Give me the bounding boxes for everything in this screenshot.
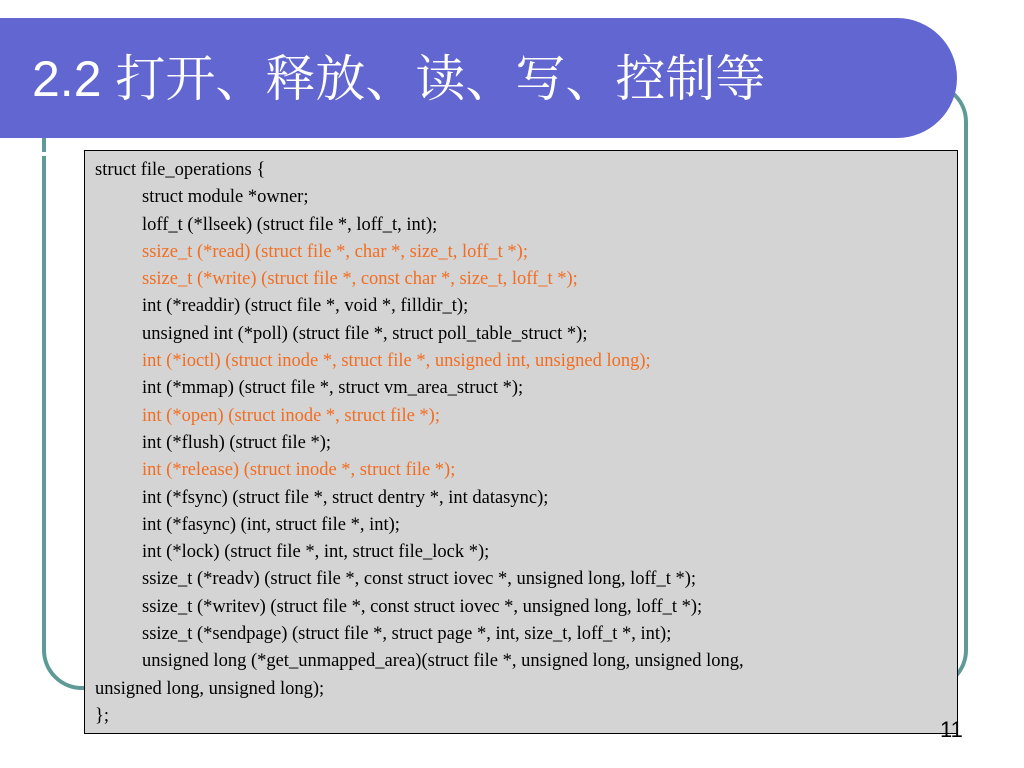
slide-number: 11 [940, 718, 963, 742]
code-line: struct module *owner; [142, 187, 309, 208]
title-bar [0, 18, 957, 138]
code-line: int (*fasync) (int, struct file *, int); [142, 514, 400, 535]
code-line: }; [95, 705, 110, 726]
code-block [84, 150, 958, 734]
code-line-highlighted: ssize_t (*write) (struct file *, const char *, size_t, loff_t *); [142, 269, 578, 290]
code-line: loff_t (*llseek) (struct file *, loff_t, int); [142, 214, 438, 235]
code-line-highlighted: int (*open) (struct inode *, struct file *); [142, 405, 440, 426]
code-line: int (*mmap) (struct file *, struct vm_area_struct *); [142, 378, 524, 399]
code-line: ssize_t (*writev) (struct file *, const struct iovec *, unsigned long, loff_t *); [142, 596, 703, 617]
code-lines [95, 157, 947, 730]
code-line-highlighted: int (*release) (struct inode *, struct file *); [142, 460, 456, 481]
code-line: ssize_t (*readv) (struct file *, const struct iovec *, unsigned long, loff_t *); [142, 569, 697, 590]
code-line-highlighted: ssize_t (*read) (struct file *, char *, size_t, loff_t *); [142, 241, 528, 262]
code-line: struct file_operations { [95, 160, 266, 180]
code-line: unsigned long, unsigned long); [95, 678, 325, 699]
code-line: unsigned long (*get_unmapped_area)(struct file *, unsigned long, unsigned long, [142, 651, 744, 672]
code-line: int (*fsync) (struct file *, struct dentry *, int datasync); [142, 487, 549, 508]
code-line: unsigned int (*poll) (struct file *, struct poll_table_struct *); [142, 323, 588, 344]
code-line: int (*lock) (struct file *, int, struct file_lock *); [142, 542, 490, 563]
code-line: ssize_t (*sendpage) (struct file *, struct page *, int, size_t, loff_t *, int); [142, 624, 672, 645]
code-line: int (*flush) (struct file *); [142, 432, 332, 453]
slide-title: 2.2 打开、释放、读、写、控制等 [32, 51, 766, 107]
code-line-highlighted: int (*ioctl) (struct inode *, struct file *, unsigned int, unsigned long); [142, 351, 651, 372]
code-line: int (*readdir) (struct file *, void *, filldir_t); [142, 296, 469, 317]
